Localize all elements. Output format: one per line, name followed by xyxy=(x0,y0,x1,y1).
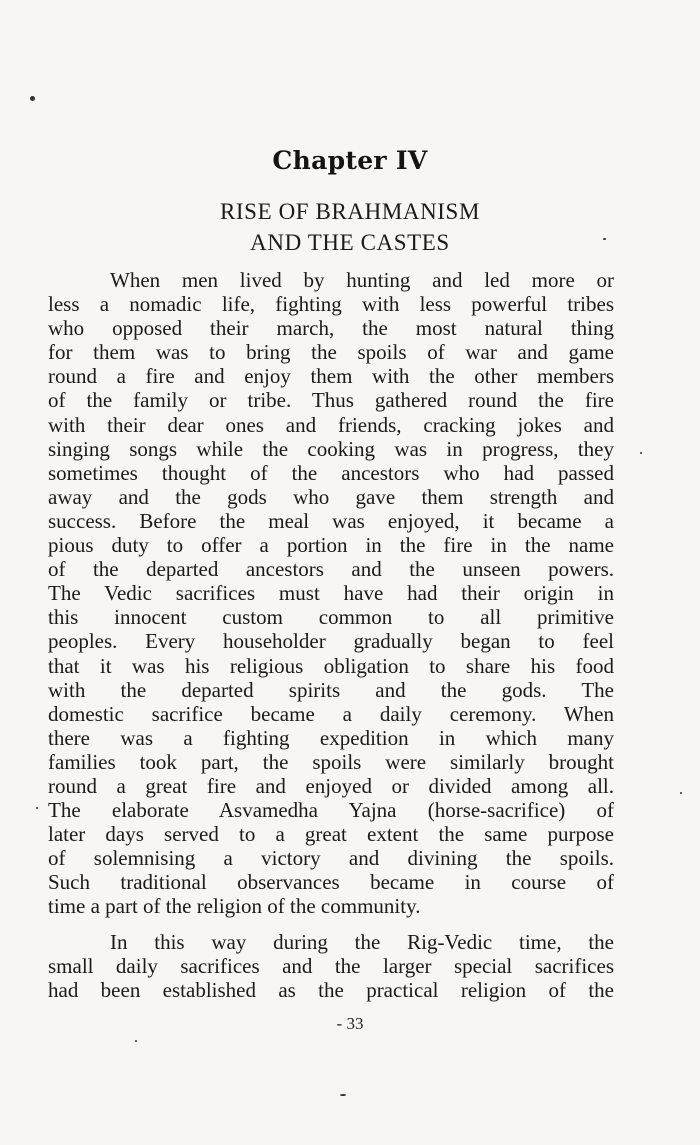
text-line: When men lived by hunting and led more or xyxy=(110,268,614,292)
text-line: peoples. Every householder gradually began to feel xyxy=(48,629,614,654)
text-line: had been established as the practical religion of the xyxy=(48,978,614,1003)
scan-speck xyxy=(680,792,682,794)
text-line: of solemnising a victory and divining the spoils. xyxy=(48,846,614,871)
chapter-heading: Chapter IV xyxy=(272,146,428,175)
text-line: round a great fire and enjoyed or divided among all. xyxy=(48,773,614,798)
text-line: families took part, the spoils were similarly brought xyxy=(48,749,614,774)
paragraph-2 xyxy=(48,930,614,1002)
scan-speck xyxy=(30,96,35,101)
text-line: with the departed spirits and the gods. The xyxy=(48,677,614,702)
text-line: who opposed their march, the most natural thing xyxy=(48,316,614,341)
scan-speck xyxy=(603,238,606,240)
text-line: of the family or tribe. Thus gathered round the fire xyxy=(48,388,614,413)
scan-speck xyxy=(36,807,38,809)
text-line: In this way during the Rig-Vedic time, the xyxy=(110,930,614,954)
text-line: domestic sacrifice became a daily ceremony. When xyxy=(48,701,614,726)
text-line: The elaborate Asvamedha Yajna (horse-sacrifice) of xyxy=(48,798,614,823)
chapter-title-line: AND THE CASTES xyxy=(250,230,450,255)
chapter-title xyxy=(0,196,700,258)
text-line: less a nomadic life, fighting with less powerful tribes xyxy=(48,292,614,317)
chapter-title-line: RISE OF BRAHMANISM xyxy=(219,199,480,224)
text-line: round a fire and enjoy them with the other members xyxy=(48,364,614,389)
text-line: there was a fighting expedition in which many xyxy=(48,725,614,750)
text-line: pious duty to offer a portion in the fire in the name xyxy=(48,533,614,558)
text-line: that it was his religious obligation to share his food xyxy=(48,653,614,678)
text-line: this innocent custom common to all primitive xyxy=(48,605,614,630)
page-number: - 33 xyxy=(336,1014,364,1033)
scan-speck xyxy=(640,452,642,454)
text-line: The Vedic sacrifices must have had their origin in xyxy=(48,581,614,606)
paragraph-1 xyxy=(48,268,614,919)
scan-speck xyxy=(340,1094,346,1096)
scan-speck xyxy=(135,1040,137,1042)
text-line: later days served to a great extent the same purpose xyxy=(48,822,614,847)
text-line: small daily sacrifices and the larger special sacrifices xyxy=(48,954,614,979)
text-line: of the departed ancestors and the unseen powers. xyxy=(48,557,614,582)
text-line: with their dear ones and friends, cracking jokes and xyxy=(48,412,614,437)
text-line: singing songs while the cooking was in progress, they xyxy=(48,436,614,461)
text-line: for them was to bring the spoils of war and game xyxy=(48,340,614,365)
text-line: time a part of the religion of the community. xyxy=(48,894,421,919)
text-line: away and the gods who gave them strength and xyxy=(48,484,614,509)
text-line: sometimes thought of the ancestors who had passed xyxy=(48,460,614,485)
text-line: success. Before the meal was enjoyed, it became a xyxy=(48,508,614,533)
text-line: Such traditional observances became in course of xyxy=(48,870,614,895)
